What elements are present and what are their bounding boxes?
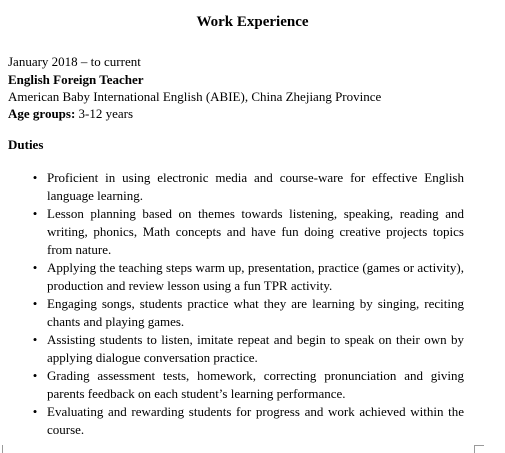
bullet-icon: • <box>32 332 38 347</box>
age-groups-value: 3-12 years <box>75 106 134 121</box>
bullet-icon: • <box>32 260 38 275</box>
duty-item <box>32 367 464 403</box>
job-role: English Foreign Teacher <box>8 72 144 87</box>
page-corner-mark-left <box>2 445 11 453</box>
bullet-icon: • <box>32 404 38 419</box>
duty-text: Engaging songs, students practice what they are learning by singing, reciting chants and playing games. <box>47 296 464 329</box>
duty-text: Evaluating and rewarding students for progress and work achieved within the course. <box>47 404 464 437</box>
duties-list <box>32 169 464 439</box>
duty-item <box>32 169 464 205</box>
duty-item <box>32 403 464 439</box>
duty-item <box>32 295 464 331</box>
age-groups-label: Age groups: <box>8 106 76 121</box>
duty-text: Grading assessment tests, homework, correcting pronunciation and giving parents feedback on each student’s learning performance. <box>47 368 464 401</box>
bullet-icon: • <box>32 170 38 185</box>
duty-item <box>32 331 464 367</box>
section-title: Work Experience <box>196 14 309 30</box>
job-company: American Baby International English (ABIE), China Zhejiang Province <box>8 89 382 104</box>
bullet-icon: • <box>32 368 38 383</box>
page-corner-mark-right <box>474 445 483 453</box>
duty-text: Assisting students to listen, imitate repeat and begin to speak on their own by applying dialogue conversation practice. <box>47 332 464 365</box>
duty-text: Proficient in using electronic media and course-ware for effective English language learning. <box>47 170 464 203</box>
duty-item <box>32 205 464 259</box>
job-period: January 2018 – to current <box>8 54 141 69</box>
duty-text: Lesson planning based on themes towards listening, speaking, reading and writing, phonics, Math concepts and have fun doing creative projects topics from nature. <box>47 206 464 257</box>
page-corner-mark-right-horizontal <box>474 445 484 446</box>
duties-heading: Duties <box>8 137 44 152</box>
bullet-icon: • <box>32 206 38 221</box>
age-groups <box>8 105 133 122</box>
duty-text: Applying the teaching steps warm up, presentation, practice (games or activity), production and review lesson using a fun TPR activity. <box>47 260 464 293</box>
duty-item <box>32 259 464 295</box>
bullet-icon: • <box>32 296 38 311</box>
